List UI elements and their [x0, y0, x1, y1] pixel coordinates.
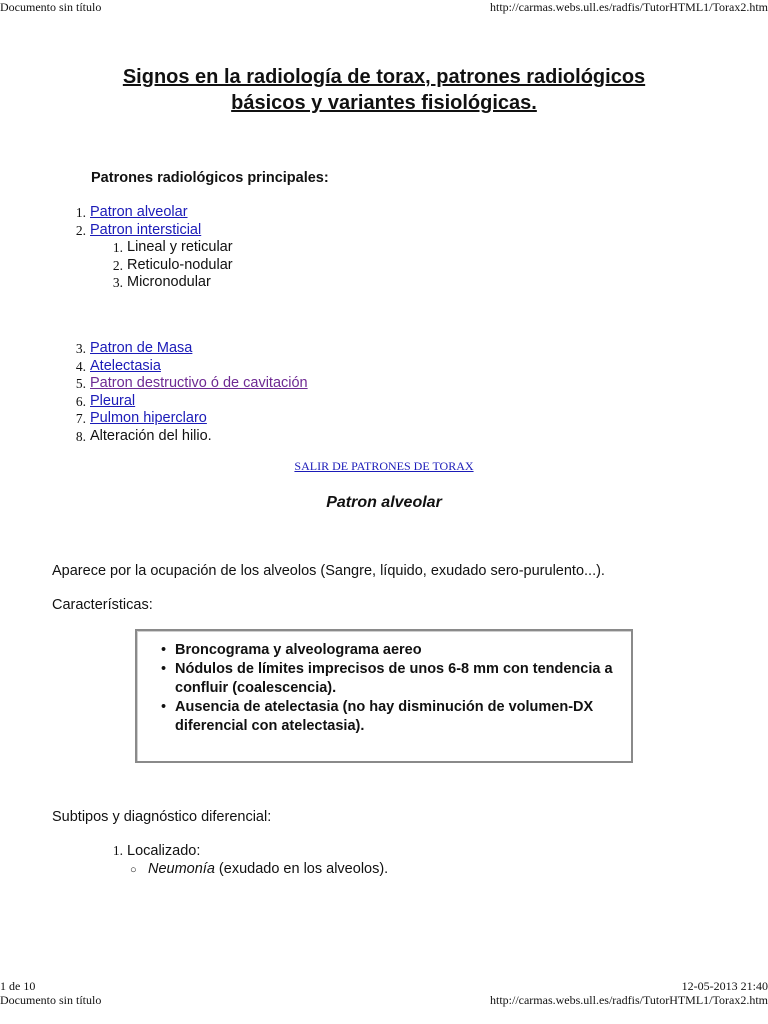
exit-link-container: [0, 459, 768, 474]
list-item: [112, 842, 201, 860]
term-description: (exudado en los alveolos).: [214, 861, 389, 877]
link-patron-masa[interactable]: Patron de Masa: [90, 340, 193, 356]
print-footer-datetime: 12-05-2013 21:40: [681, 979, 768, 993]
list-item-label: Reticulo-nodular: [127, 256, 233, 273]
list-item: [75, 340, 308, 358]
localized-subitem: [130, 861, 389, 877]
list-item: [112, 256, 233, 275]
bullet-icon: •: [161, 661, 167, 677]
list-item: [161, 641, 625, 660]
print-header-url-2: http://carmas.webs.ull.es/radfis/TutorHTML1/Torax2.htm: [489, 993, 768, 1007]
intro-paragraph: Aparece por la ocupación de los alveolos (Sangre, líquido, exudado sero-purulento...).: [52, 563, 605, 579]
list-item: [161, 660, 625, 698]
link-atelectasia[interactable]: Atelectasia: [90, 357, 161, 374]
list-number: 2.: [75, 222, 86, 238]
list-number: 4.: [75, 358, 86, 374]
list-item-label: Micronodular: [127, 274, 211, 290]
bullet-icon: •: [161, 699, 167, 715]
exit-patterns-link[interactable]: SALIR DE PATRONES DE TORAX: [294, 459, 474, 473]
circle-bullet-icon: ○: [130, 864, 137, 876]
list-number: 5.: [75, 376, 86, 391]
list-number: 6.: [75, 393, 86, 409]
patterns-heading: Patrones radiológicos principales:: [91, 170, 329, 186]
print-header-title-2: Documento sin título: [0, 993, 102, 1007]
patterns-list-top: [75, 204, 202, 239]
term-neumonia: Neumonía: [148, 861, 215, 877]
characteristics-list: [161, 641, 625, 736]
list-item-label: Lineal y reticular: [127, 239, 233, 255]
list-number: 3.: [112, 275, 123, 290]
link-patron-alveolar[interactable]: Patron alveolar: [90, 204, 188, 220]
characteristics-label: Características:: [52, 597, 153, 613]
subtypes-label: Subtipos y diagnóstico diferencial:: [52, 809, 272, 825]
list-item-label: Ausencia de atelectasia (no hay disminución de volumen-DX diferencial con atelectasia).: [175, 699, 594, 734]
page-title: [80, 64, 688, 116]
list-item: [161, 698, 625, 736]
list-item: [75, 357, 308, 376]
list-item: [75, 392, 308, 411]
list-item-label: Nódulos de límites imprecisos de unos 6-8 mm con tendencia a confluir (coalescencia).: [175, 661, 613, 696]
link-patron-destructivo[interactable]: Patron destructivo ó de cavitación: [90, 375, 308, 391]
list-number: 3.: [75, 341, 86, 356]
list-number: 1.: [112, 843, 123, 858]
print-footer-page: 1 de 10: [0, 979, 36, 993]
list-number: 8.: [75, 428, 86, 444]
link-patron-intersticial[interactable]: Patron intersticial: [90, 221, 202, 238]
link-pleural[interactable]: Pleural: [90, 392, 136, 409]
list-item-label: Localizado:: [127, 843, 201, 859]
list-number: 7.: [75, 411, 86, 426]
page-title-line-1: Signos en la radiología de torax, patrones radiológicos: [122, 66, 646, 88]
list-item: [75, 204, 201, 222]
list-item: [112, 274, 233, 292]
print-header-url: http://carmas.webs.ull.es/radfis/TutorHTML1/Torax2.htm: [489, 0, 768, 14]
page-title-line-2: básicos y variantes fisiológicas.: [231, 92, 537, 114]
list-item: [75, 427, 308, 446]
list-item-label: Alteración del hilio.: [90, 427, 212, 444]
bullet-icon: •: [161, 642, 167, 658]
print-header-title: Documento sin título: [0, 0, 102, 14]
list-item: [112, 239, 233, 257]
characteristics-box: [135, 629, 633, 763]
list-number: 1.: [75, 205, 86, 220]
section-title: Patron alveolar: [326, 494, 442, 511]
list-item-label: Broncograma y alveolograma aereo: [175, 642, 422, 658]
subtypes-list: [112, 842, 201, 860]
interstitial-sublist: [112, 239, 233, 292]
list-item: [75, 375, 308, 393]
link-pulmon-hiperclaro[interactable]: Pulmon hiperclaro: [90, 410, 207, 426]
list-item: [75, 410, 308, 428]
list-item: [75, 221, 202, 240]
list-number: 2.: [112, 257, 123, 273]
patterns-list-bottom: [75, 340, 308, 445]
list-number: 1.: [112, 240, 123, 255]
